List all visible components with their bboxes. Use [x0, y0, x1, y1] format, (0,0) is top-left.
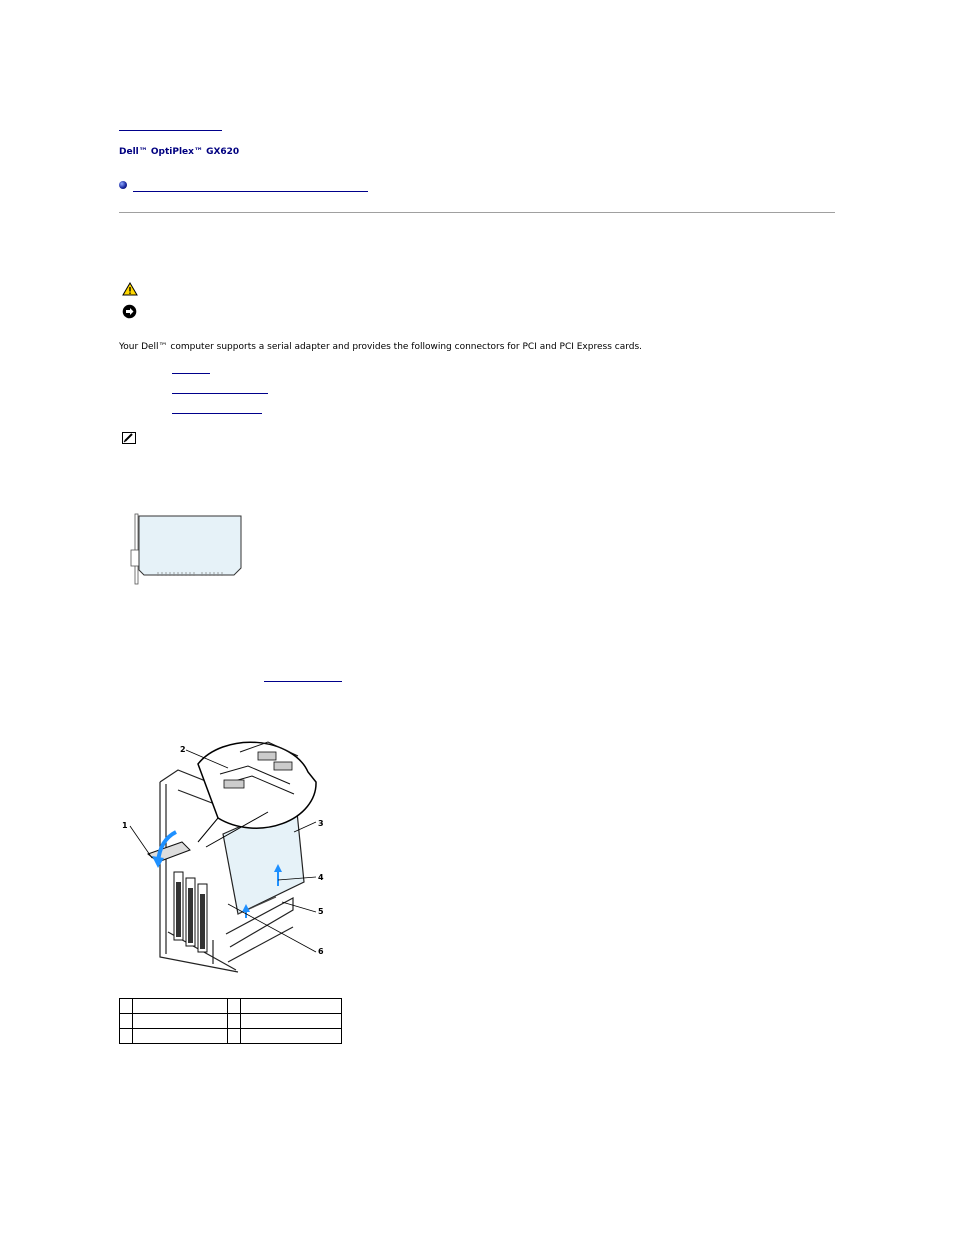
table-cell	[228, 1029, 241, 1044]
callout-4: 4	[318, 873, 324, 882]
table-cell	[120, 1014, 133, 1029]
table-cell	[120, 1029, 133, 1044]
note-pencil-icon	[122, 432, 136, 444]
inline-link[interactable]	[264, 681, 342, 682]
table-row	[120, 1014, 342, 1029]
connector-link-3[interactable]	[172, 413, 262, 414]
table-row	[120, 999, 342, 1014]
table-cell	[133, 1029, 228, 1044]
table-cell	[228, 999, 241, 1014]
table-cell	[133, 999, 228, 1014]
callout-6: 6	[318, 947, 324, 956]
table-cell	[133, 1014, 228, 1029]
caution-triangle-icon	[122, 282, 138, 296]
divider	[119, 212, 835, 213]
table-cell	[228, 1014, 241, 1029]
pci-card-image	[128, 512, 248, 587]
notice-icon	[122, 304, 137, 319]
section-link[interactable]	[133, 191, 368, 192]
card-installation-figure	[118, 722, 338, 982]
callout-3: 3	[318, 819, 324, 828]
brand-title: Dell™ OptiPlex™ GX620	[119, 147, 240, 157]
table-cell	[241, 1014, 342, 1029]
connector-link-2[interactable]	[172, 393, 268, 394]
intro-paragraph: Your Dell™ computer supports a serial adapter and provides the following connectors for PCI and PCI Express cards.	[119, 342, 643, 352]
connector-link-1[interactable]	[172, 373, 210, 374]
callout-5: 5	[318, 907, 324, 916]
table-cell	[241, 1029, 342, 1044]
bullet-icon	[119, 181, 127, 189]
table-cell	[120, 999, 133, 1014]
top-link[interactable]	[119, 130, 222, 131]
table-row	[120, 1029, 342, 1044]
callout-2: 2	[180, 745, 186, 754]
callout-1: 1	[122, 821, 128, 830]
table-cell	[241, 999, 342, 1014]
legend-table	[119, 998, 342, 1044]
